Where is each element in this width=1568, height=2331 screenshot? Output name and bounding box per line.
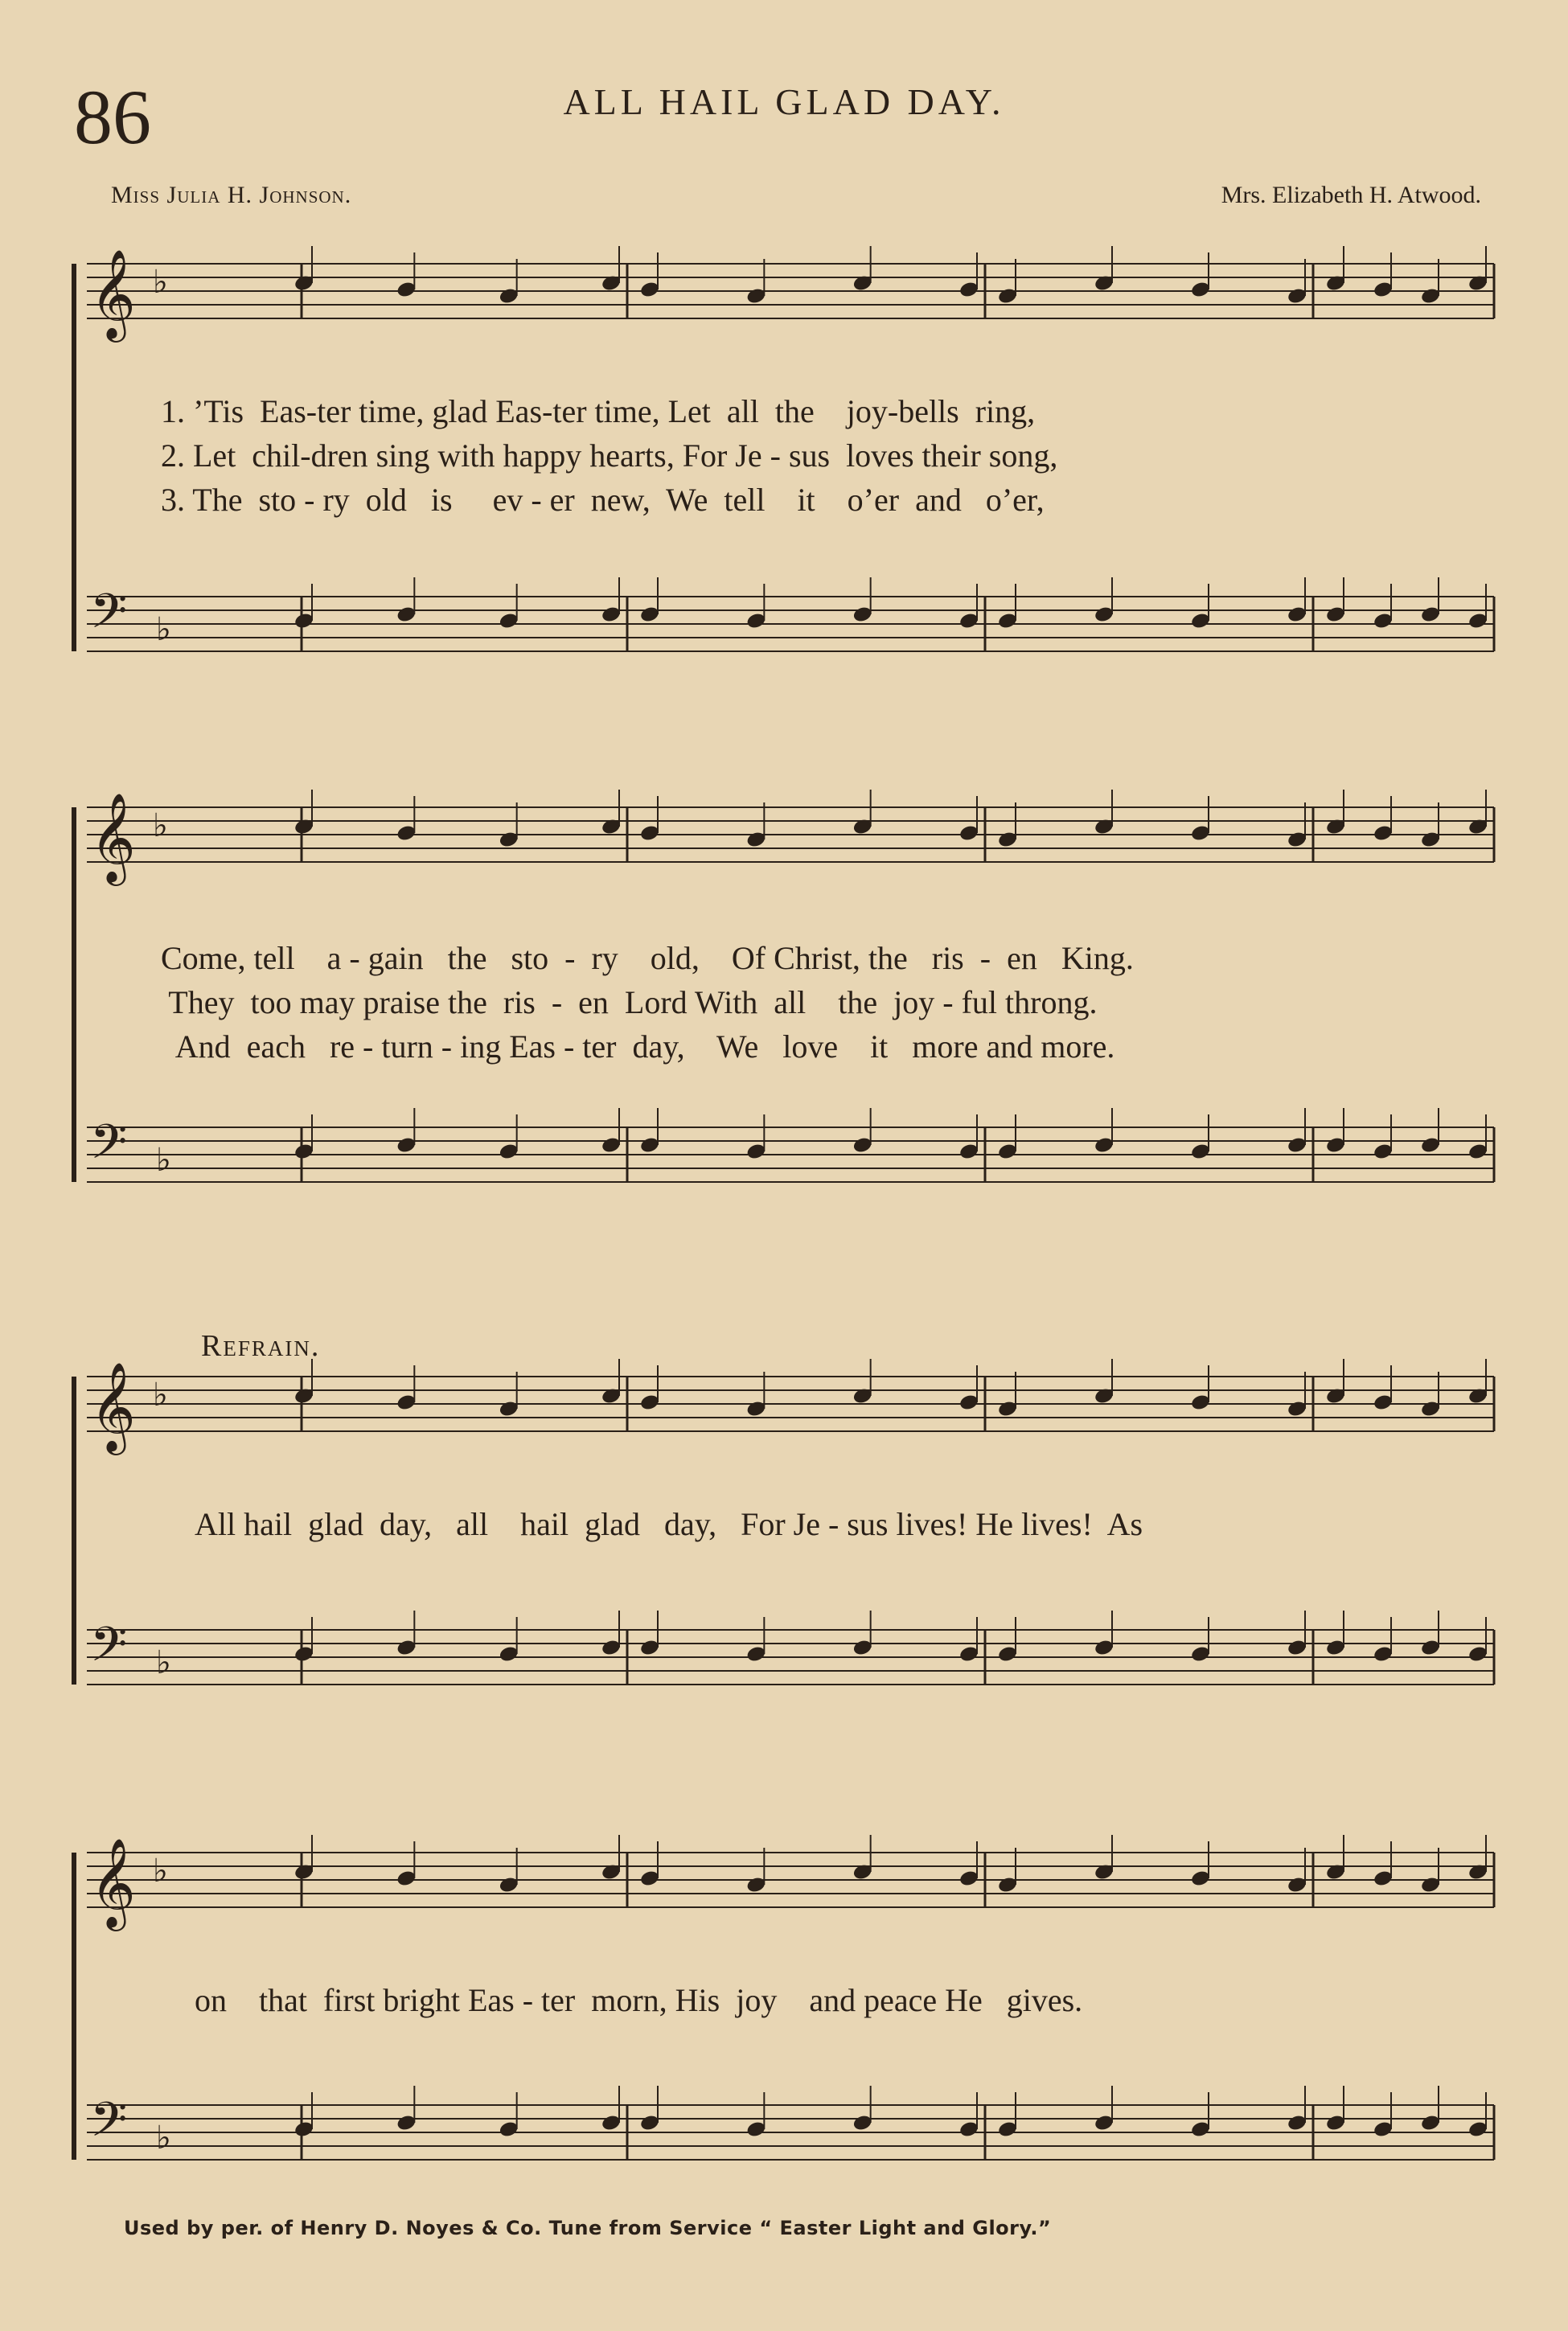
flat-icon: ♭ [156, 1644, 171, 1681]
refrain-label: Refrain. [201, 1329, 321, 1363]
lyric-line: Come, tell a - gain the sto - ry old, Of Christ, the ris - en King. [161, 940, 1134, 976]
flat-icon: ♭ [153, 807, 168, 844]
treble-clef-icon: 𝄞 [90, 792, 136, 882]
flat-icon: ♭ [156, 611, 171, 648]
page-number: 86 [74, 74, 151, 160]
lyricist-credit: Miss Julia H. Johnson. [111, 182, 352, 208]
bass-clef-icon: 𝄢 [90, 2091, 128, 2159]
flat-icon: ♭ [153, 1853, 168, 1890]
lyric-line: on that first bright Eas - ter morn, His joy and peace He gives. [195, 1982, 1083, 2018]
lyric-line: They too may praise the ris - en Lord With all the joy - ful throng. [161, 984, 1098, 1020]
lyric-line: And each re - turn - ing Eas - ter day, We love it more and more. [161, 1028, 1115, 1065]
treble-clef-icon: 𝄞 [90, 1361, 136, 1451]
bass-clef-icon: 𝄢 [90, 583, 128, 650]
bass-clef-icon: 𝄢 [90, 1114, 128, 1181]
composer-credit: Mrs. Elizabeth H. Atwood. [1221, 182, 1481, 208]
hymn-title: ALL HAIL GLAD DAY. [563, 81, 1005, 122]
footer-credit: Used by per. of Henry D. Noyes & Co. Tune from Service “ Easter Light and Glory.” [124, 2217, 1052, 2239]
bass-clef-icon: 𝄢 [90, 1616, 128, 1684]
lyric-line: 1. ’Tis Eas-ter time, glad Eas-ter time, Let all the joy-bells ring, [161, 393, 1036, 429]
flat-icon: ♭ [156, 2120, 171, 2157]
lyric-line: 3. The sto - ry old is ev - er new, We tell it o’er and o’er, [161, 482, 1045, 518]
flat-icon: ♭ [156, 1142, 171, 1179]
lyric-line: All hail glad day, all hail glad day, For Je - sus lives! He lives! As [195, 1506, 1143, 1542]
lyric-line: 2. Let chil-dren sing with happy hearts, For Je - sus loves their song, [161, 437, 1058, 474]
treble-clef-icon: 𝄞 [90, 248, 136, 339]
flat-icon: ♭ [153, 264, 168, 301]
flat-icon: ♭ [153, 1377, 168, 1414]
treble-clef-icon: 𝄞 [90, 1837, 136, 1927]
